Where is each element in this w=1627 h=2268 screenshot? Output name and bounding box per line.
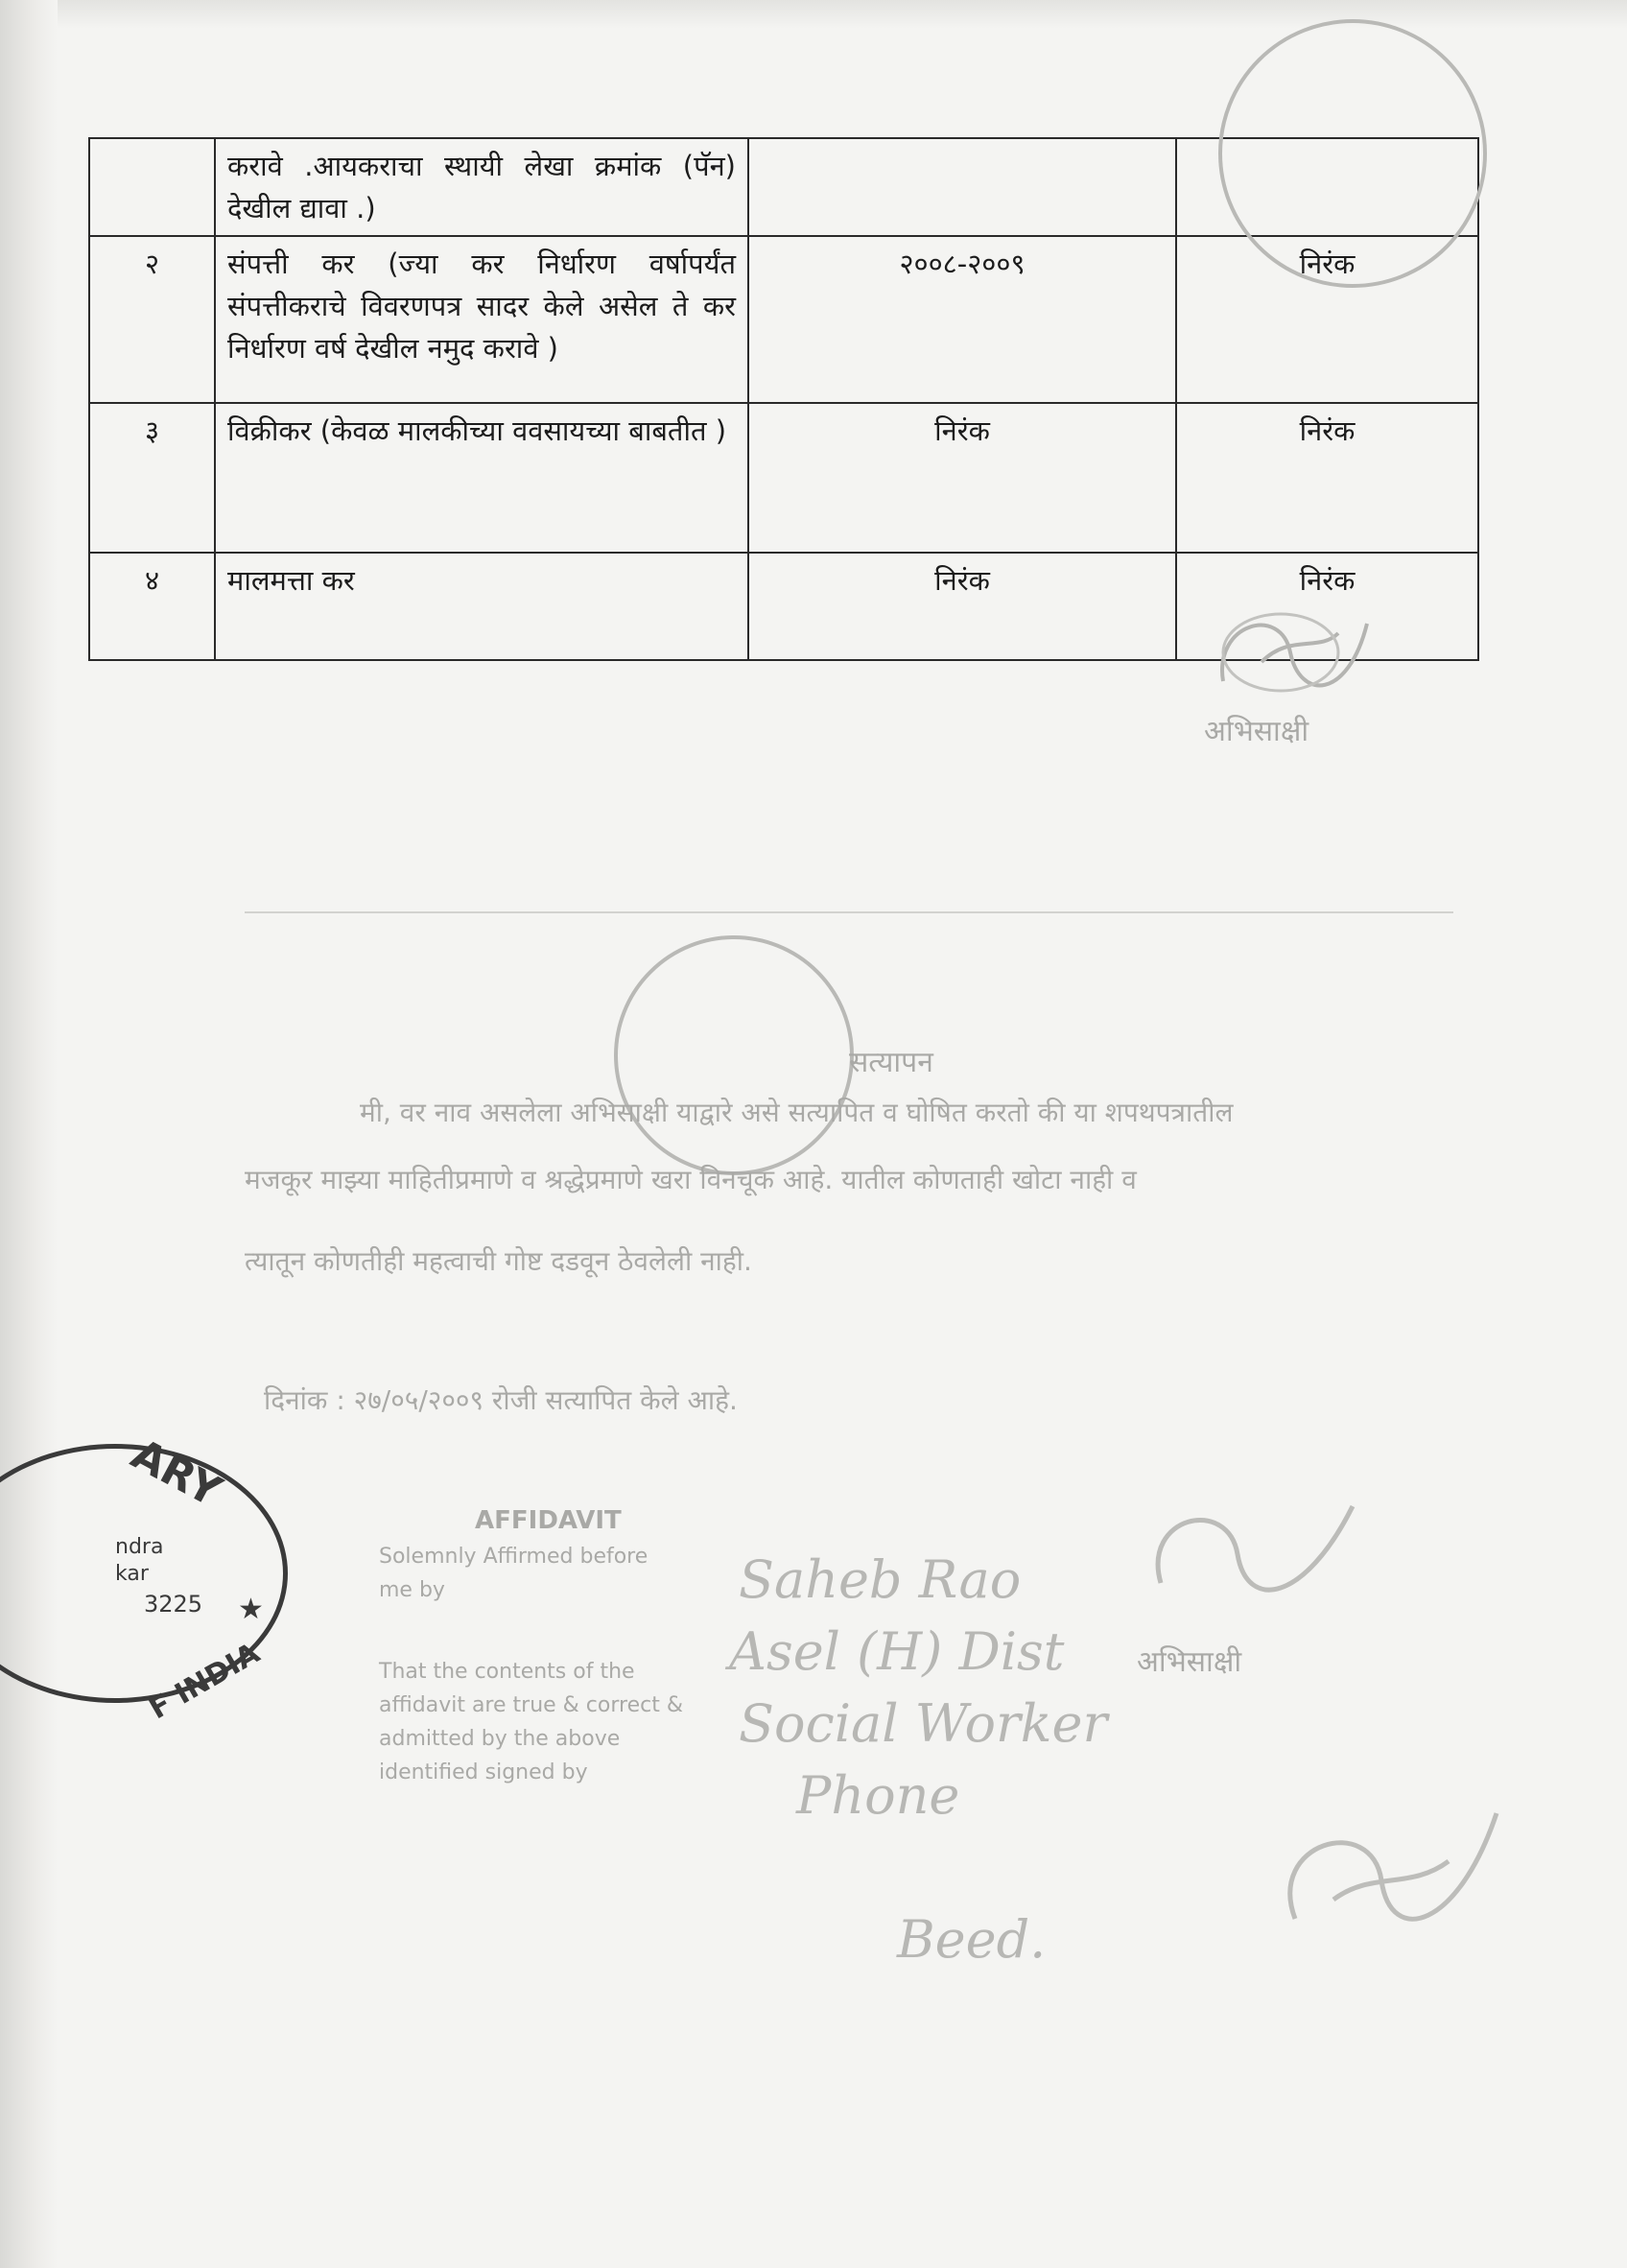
signature-top-right [1204, 566, 1396, 720]
row-year: निरंक [748, 553, 1176, 660]
row-description: संपत्ती कर (ज्या कर निर्धारण वर्षापर्यंत संपत्तीकराचे विवरणपत्र सादर केले असेल ते कर निर्धारण वर्ष देखील नमुद करावे ) [215, 236, 748, 403]
row-status: निरंक [1176, 553, 1478, 660]
row-status: निरंक [1176, 403, 1478, 553]
row-year: २००८-२००९ [748, 236, 1176, 403]
verification-line-1: मी, वर नाव असलेला अभिसाक्षी याद्वारे असे सत्यापित व घोषित करतो की या शपथपत्रातील [360, 1097, 1234, 1128]
signature-bottom-right [1266, 1784, 1516, 1948]
stamp-text-middle-2: kar [115, 1562, 149, 1586]
verification-heading: सत्यापन [849, 1046, 933, 1079]
row-number: ४ [89, 553, 215, 660]
table-row [89, 403, 1478, 553]
verification-line-2: मजकूर माझ्या माहितीप्रमाणे व श्रद्धेप्रमाणे खरा विनचूक आहे. यातील कोणताही खोटा नाही व [245, 1164, 1137, 1195]
handwriting-line-3: Social Worker [739, 1693, 1108, 1754]
handwriting-line-4: Phone [796, 1765, 960, 1826]
row-year [748, 138, 1176, 236]
row-status: निरंक [1176, 236, 1478, 403]
row-number: २ [89, 236, 215, 403]
table-row [89, 236, 1478, 403]
stamp-text-top: ARY [123, 1429, 229, 1517]
row-description: मालमत्ता कर [215, 553, 748, 660]
affidavit-line-1: Solemnly Affirmed before [379, 1545, 648, 1569]
handwriting-line-1: Saheb Rao [739, 1549, 1022, 1610]
row-description: करावे .आयकराचा स्थायी लेखा क्रमांक (पॅन) देखील द्यावा .) [215, 138, 748, 236]
row-number: ३ [89, 403, 215, 553]
stamp-star-icon: ★ [238, 1593, 264, 1626]
row-number [89, 138, 215, 236]
handwriting-line-5: Beed. [897, 1909, 1047, 1970]
handwriting-line-2: Asel (H) Dist [729, 1621, 1065, 1682]
stamp-text-middle-3: 3225 [144, 1591, 203, 1618]
affidavit-title: AFFIDAVIT [475, 1506, 622, 1535]
affidavit-line-4: affidavit are true & correct & [379, 1693, 683, 1717]
divider-line [245, 911, 1453, 913]
stamp-text-bottom: F INDIA [143, 1636, 266, 1727]
faint-notary-stamp [614, 935, 854, 1175]
stamp-text-middle-1: ndra [115, 1535, 164, 1559]
faint-top-right-stamp [1218, 19, 1487, 288]
verification-line-3: त्यातून कोणतीही महत्वाची गोष्ट दडवून ठेवलेली नाही. [245, 1245, 752, 1277]
affidavit-line-5: admitted by the above [379, 1727, 621, 1751]
signature-middle-right [1142, 1477, 1372, 1612]
signatory-label-2: अभिसाक्षी [1137, 1645, 1242, 1679]
affidavit-line-6: identified signed by [379, 1760, 588, 1784]
affidavit-line-2: me by [379, 1578, 445, 1602]
page-edge-shadow [0, 0, 58, 2268]
verification-date: दिनांक : २७/०५/२००९ रोजी सत्यापित केले आहे. [264, 1384, 738, 1416]
affidavit-line-3: That the contents of the [379, 1660, 635, 1684]
row-description: विक्रीकर (केवळ मालकीच्या ववसायच्या बाबतीत ) [215, 403, 748, 553]
row-year: निरंक [748, 403, 1176, 553]
signatory-label: अभिसाक्षी [1204, 715, 1309, 748]
